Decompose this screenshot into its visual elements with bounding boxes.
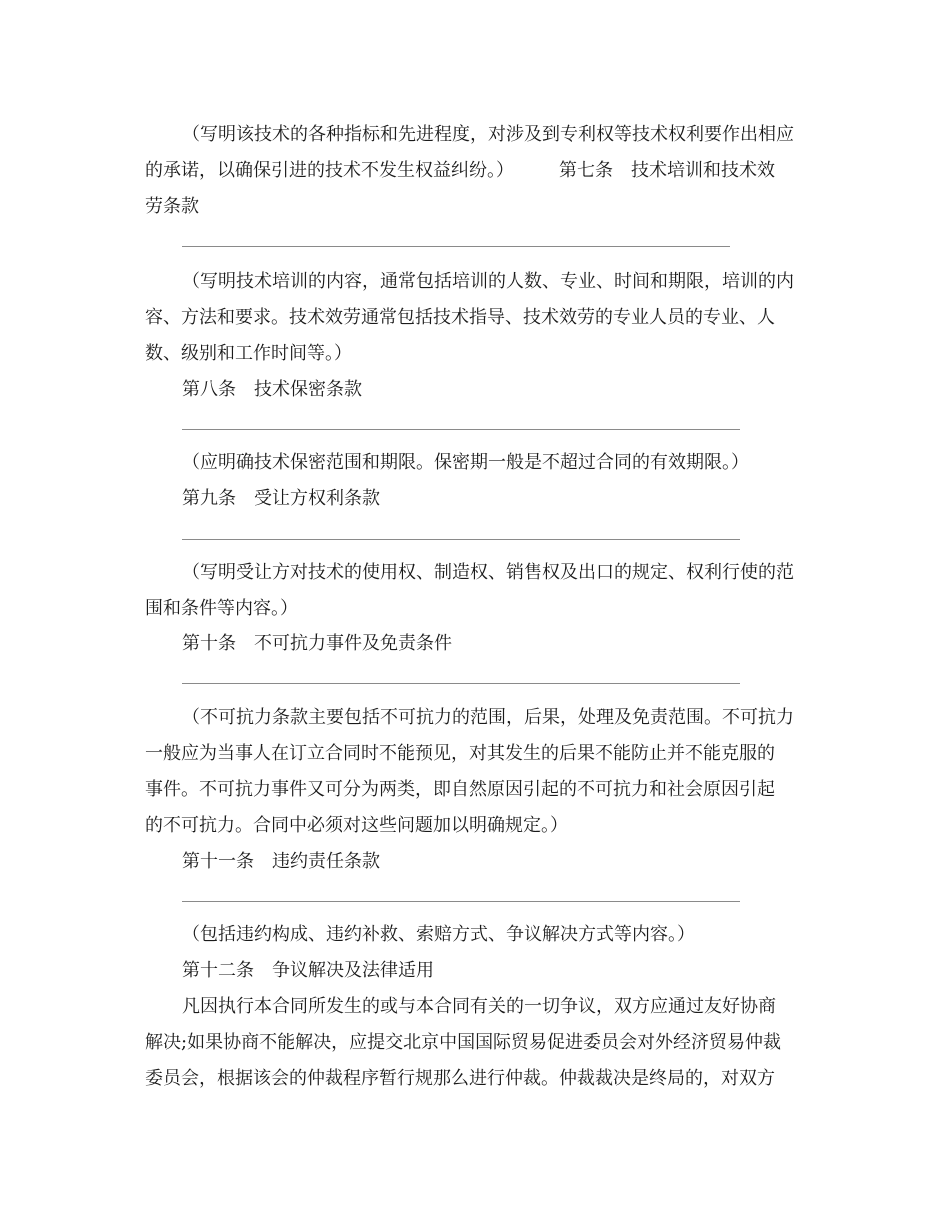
article-heading: 第十一条 违约责任条款 [182, 851, 380, 872]
text-line: 事件。不可抗力事件又可分为两类，即自然原因引起的不可抗力和社会原因引起 [145, 779, 775, 800]
text-line: 的不可抗力。合同中必须对这些问题加以明确规定。） [145, 815, 568, 836]
article-heading: 第十二条 争议解决及法律适用 [182, 960, 434, 981]
text-line: （不可抗力条款主要包括不可抗力的范围，后果，处理及免责范围。不可抗力 [182, 707, 794, 728]
text-line: 解决;如果协商不能解决，应提交北京中国国际贸易促进委员会对外经济贸易仲裁 [145, 1032, 782, 1053]
text-line: （写明技术培训的内容，通常包括培训的人数、专业、时间和期限，培训的内 [182, 271, 794, 292]
blank-fill-line [182, 683, 740, 684]
text-line: 委员会，根据该会的仲裁程序暂行规那么进行仲裁。仲裁裁决是终局的，对双方 [145, 1068, 775, 1089]
article-heading: 第八条 技术保密条款 [182, 379, 362, 400]
text-line: 数、级别和工作时间等。） [145, 343, 352, 364]
text-line: （写明该技术的各种指标和先进程度，对涉及到专利权等技术权利要作出相应 [182, 124, 794, 145]
article-heading: 第十条 不可抗力事件及免责条件 [182, 633, 452, 654]
text-line: （写明受让方对技术的使用权、制造权、销售权及出口的规定、权利行使的范 [182, 562, 794, 583]
text-line: 凡因执行本合同所发生的或与本合同有关的一切争议，双方应通过友好协商 [182, 996, 776, 1017]
article-heading: 第九条 受让方权利条款 [182, 488, 380, 509]
text-line: 容、方法和要求。技术效劳通常包括技术指导、技术效劳的专业人员的专业、人 [145, 307, 775, 328]
text-line: 的承诺，以确保引进的技术不发生权益纠纷。） 第七条 技术培训和技术效 [145, 160, 775, 181]
text-line: （应明确技术保密范围和期限。保密期一般是不超过合同的有效期限。） [182, 452, 749, 473]
text-line: 围和条件等内容。） [145, 598, 298, 619]
text-line: 劳条款 [145, 196, 199, 217]
blank-fill-line [182, 246, 730, 247]
blank-fill-line [182, 429, 740, 430]
blank-fill-line [182, 539, 740, 540]
text-line: （包括违约构成、违约补救、索赔方式、争议解决方式等内容。） [182, 924, 695, 945]
blank-fill-line [182, 901, 740, 902]
text-line: 一般应为当事人在订立合同时不能预见，对其发生的后果不能防止并不能克服的 [145, 743, 775, 764]
